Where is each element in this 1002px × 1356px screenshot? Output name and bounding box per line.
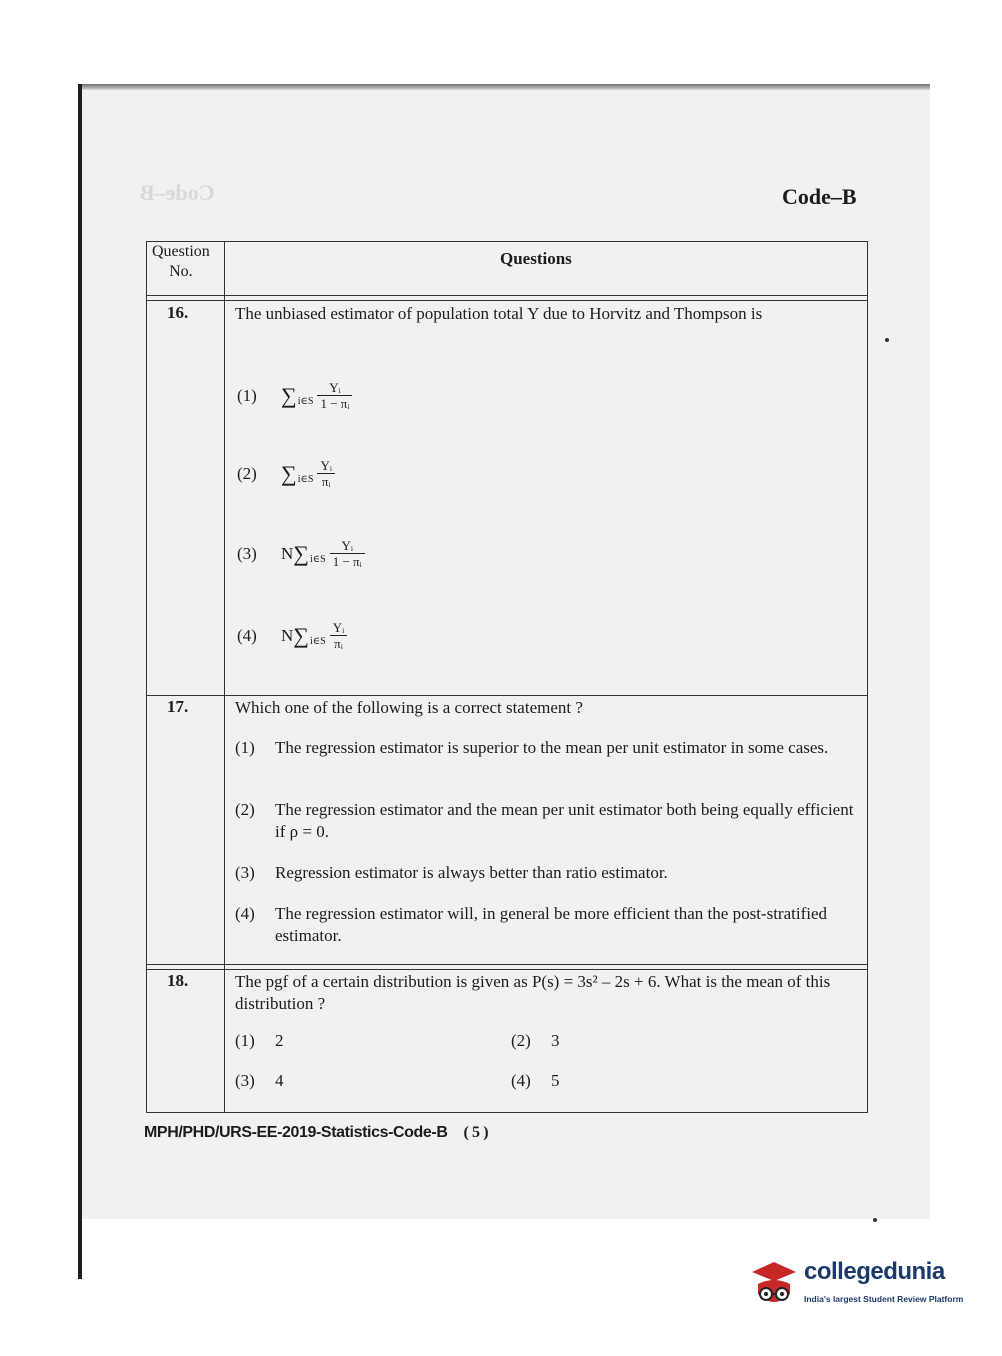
option-text: 2 — [275, 1031, 284, 1050]
collegedunia-watermark — [746, 1254, 976, 1316]
page-left-edge — [78, 84, 82, 1279]
question-number: 16. — [167, 303, 189, 322]
option-number: (4) — [511, 1071, 531, 1090]
bleed-through-code: Code–B — [140, 180, 215, 205]
denominator: 1 − πᵢ — [332, 554, 362, 569]
sigma-symbol: ∑ — [281, 460, 297, 486]
scan-speck — [885, 338, 889, 342]
brand-tagline: India's largest Student Review Platform — [804, 1294, 964, 1304]
option-number: (3) — [237, 543, 257, 563]
option-number: (2) — [511, 1031, 531, 1050]
option-number: (4) — [237, 625, 257, 645]
option-text: 3 — [551, 1031, 560, 1050]
option-number: (1) — [237, 385, 257, 405]
header-questions: Questions — [500, 249, 572, 268]
question-number: 18. — [167, 971, 189, 990]
numerator: Yᵢ — [332, 620, 345, 635]
option-text: Regression estimator is always better than ratio estimator. — [275, 863, 668, 882]
footer-text: MPH/PHD/URS-EE-2019-Statistics-Code-B — [144, 1124, 448, 1141]
numerator: Yᵢ — [341, 538, 353, 553]
option-item — [235, 862, 861, 884]
fraction — [330, 538, 365, 569]
option-item — [511, 1070, 560, 1092]
denominator: 1 − πᵢ — [320, 396, 350, 411]
denominator: πᵢ — [321, 474, 331, 489]
mascot-icon — [746, 1254, 802, 1316]
question-text: Which one of the following is a correct statement ? — [235, 698, 583, 717]
option-formula — [237, 458, 335, 489]
header-divider-double — [147, 300, 867, 301]
page-top-edge — [80, 84, 930, 90]
option-number: (1) — [235, 738, 255, 757]
option-text: 5 — [551, 1071, 560, 1090]
option-item — [235, 1030, 284, 1052]
code-label: Code–B — [782, 184, 857, 209]
option-prefix: N — [281, 625, 294, 645]
option-item — [235, 799, 861, 843]
sum-subscript: i∈S — [309, 636, 326, 647]
fraction — [317, 458, 335, 489]
numerator: Yᵢ — [320, 458, 332, 473]
numerator: Yᵢ — [329, 380, 341, 395]
column-divider — [224, 242, 225, 1112]
brand-name: collegedunia — [804, 1258, 945, 1285]
sum-subscript: i∈S — [297, 474, 314, 485]
sum-subscript: i∈S — [297, 396, 314, 407]
question-text: The unbiased estimator of population total Y due to Horvitz and Thompson is — [235, 304, 763, 323]
question-table — [146, 241, 868, 1113]
option-item — [235, 903, 861, 947]
option-text: 4 — [275, 1071, 284, 1090]
option-text: The regression estimator will, in general be more efficient than the post-stratified estimator. — [275, 904, 828, 945]
option-text: The regression estimator and the mean per unit estimator both being equally efficient if ρ = 0. — [275, 800, 854, 841]
page-number: ( 5 ) — [463, 1124, 489, 1141]
row-divider — [147, 695, 867, 696]
denominator: πᵢ — [334, 636, 343, 651]
option-formula — [237, 620, 347, 651]
question-number: 17. — [167, 697, 189, 716]
scan-speck — [873, 1218, 877, 1222]
row-divider — [147, 964, 867, 965]
option-number: (3) — [235, 863, 255, 882]
header-divider — [147, 295, 867, 296]
option-number: (2) — [237, 463, 257, 483]
option-item — [235, 737, 861, 759]
sum-subscript: i∈S — [309, 554, 326, 565]
option-text: The regression estimator is superior to the mean per unit estimator in some cases. — [275, 738, 829, 757]
sigma-symbol: ∑ — [293, 622, 309, 648]
option-item — [235, 1070, 284, 1092]
option-number: (2) — [235, 800, 255, 819]
page-footer — [144, 1124, 488, 1142]
option-item — [511, 1030, 560, 1052]
option-prefix: N — [281, 543, 294, 563]
option-number: (3) — [235, 1071, 255, 1090]
header-question-no: Question No. — [152, 243, 210, 280]
sigma-symbol: ∑ — [281, 382, 297, 408]
fraction — [330, 620, 348, 651]
sigma-symbol: ∑ — [293, 540, 309, 566]
question-text: The pgf of a certain distribution is given as P(s) = 3s² – 2s + 6. What is the mean of this distribution ? — [235, 972, 831, 1013]
option-number: (4) — [235, 904, 255, 923]
option-formula — [237, 538, 365, 569]
fraction — [317, 380, 352, 411]
option-number: (1) — [235, 1031, 255, 1050]
row-divider-double — [147, 969, 867, 970]
option-formula — [237, 380, 352, 411]
